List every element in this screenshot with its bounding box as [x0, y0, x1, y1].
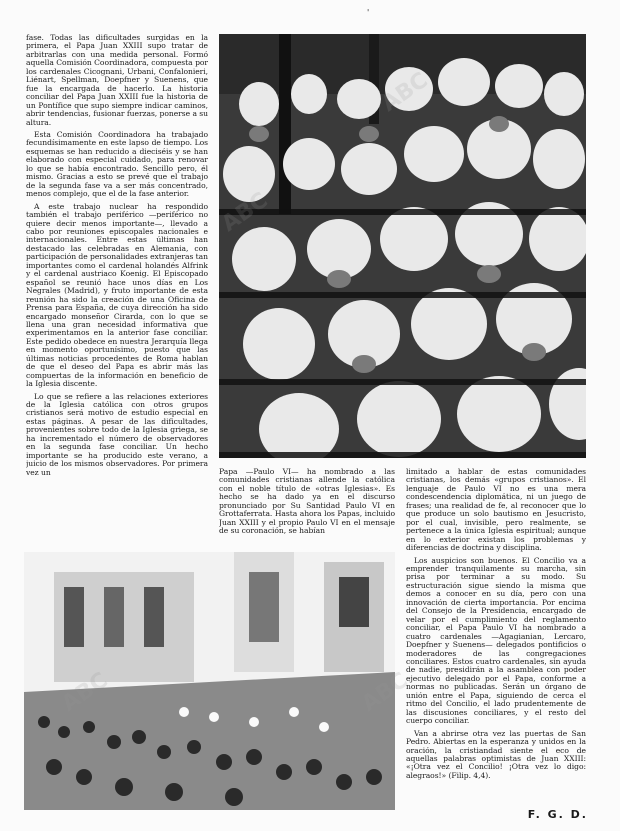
paragraph: Van a abrirse otra vez las puertas de San Pedro. Abiertas en la esperanza y unidos en la oración, la cristiandad siente el eco de aquellas palabras optimistas de Juan XXIII: «¡Otra vez el Concilio! ¡Otra vez lo digo: alegraos!» (Filip. 4,4). [406, 728, 586, 780]
paragraph: fase. Todas las dificultades surgidas en la primera, el Papa Juan XXIII supo tratar de arbitrarlas con una medida personal. Formó aquella Comisión Coordinadora, compuesta por los cardenales Cicognani, Urbani, Confalonieri, Liénart, Spellman, Doepfner y Suenens, que fue la encargada de hacerlo. La historia conciliar del Papa Juan XXIII fue la historia de un Pontífice que supo siempre indicar caminos, abrir tendencias, fusionar fuerzas, ponerse a su altura. [26, 34, 208, 127]
bishops-assembly-illustration [219, 34, 586, 458]
paragraph: Los auspicios son buenos. El Concilio va a emprender tranquilamente su marcha, sin prisa por terminar a su modo. Su estructuración sigue siendo la misma que demos a conocer en su día, pero con una innovación de cierta importancia. Por encima del Consejo de la Presidencia, encargado de velar por el cumplimiento del reglamento conciliar, el Papa Paulo VI ha nombrado a cuatro cardenales —Agagianian, Lercaro, Doepfner y Suenens— delegados pontificios o moderadores de las congregaciones conciliares. Estos cuatro cardenales, sin ayuda de nadie, presidirán a la asamblea con poder ejecutivo delegado por el Papa, conforme a normas no publicadas. Serán un órgano de unión entre el Papa, siguiendo de cerca el ritmo del Concilio, el lado prudentemente de las discusiones conciliares, y el resto del cuerpo conciliar. [406, 555, 586, 726]
basilica-crowd-illustration [24, 552, 395, 810]
paragraph: limitado a hablar de estas comunidades cristianas, los demás «grupos cristianos». El lenguaje de Paulo VI no es una mera condescendencia diplomática, ni un juego de frases; una realidad de fe, al reconocer que lo que produce un solo bautismo en Jesucristo, por el cual, invisible, pero realmente, se pertenece a la única Iglesia espiritual; aunque en lo exterior existan los problemas y diferencias de doctrina y disciplina. [406, 468, 586, 553]
st-peters-square-photo [24, 552, 395, 810]
paragraph: Papa —Paulo VI— ha nombrado a las comunidades cristianas allende la católica con el noble título de «otras Iglesias». Es hecho se ha dado ya en el discurso pronunciado por Su Santidad Paulo VI en Grottaferrata. Hasta ahora los Papas, incluido Juan XXIII y el propio Paulo VI en el mensaje de su coronación, se habían [219, 468, 395, 536]
page-mark: ' [367, 8, 370, 17]
paragraph: Lo que se refiere a las relaciones exteriores de la Iglesia católica con otros grupos cristianos será motivo de estudio especial en estas páginas. A pesar de las dificultades, provenientes sobre todo de la Iglesia griega, se ha incrementado el número de observadores en la segunda fase conciliar. Un hecho importante se ha producido este verano, a juicio de los mismos observadores. Por primera vez un [26, 391, 208, 477]
bishops-assembly-photo [219, 34, 586, 458]
paragraph: A este trabajo nuclear ha respondido también el trabajo periférico —periférico no quiere decir menos importante—, llevado a cabo por reuniones episcopales nacionales e internacionales. Entre estas últimas han destacado las celebradas en Alemania, con participación de personalidades extranjeras tan importantes como el cardenal holandés Alfrink y el cardenal austriaco Koenig. El Episcopado español se reunió hace unos días en Los Negrales (Madrid), y fruto importante de esta reunión ha sido la creación de una Oficina de Prensa para España, de cuya dirección ha sido encargado monseñor Cirarda, con lo que se llena una gran necesidad informativa que experimentamos en la anterior fase conciliar. Este pedido obedece en nuestra Jerarquía llega en momento oportunísimo, puesto que las últimas noticias procedentes de Roma hablan de que el deseo del Papa es abrir más las compuertas de la información en beneficio de la Iglesia discente. [26, 201, 208, 389]
author-signature: F. G. D. [527, 808, 588, 821]
article-column-1 [26, 34, 208, 544]
article-column-2 [219, 468, 395, 546]
article-column-3 [406, 468, 586, 808]
paragraph: Esta Comisión Coordinadora ha trabajado fecundísimamente en este lapso de tiempo. Los esquemas se han reducido a dieciséis y se han elaborado con especial cuidado, para renovar lo que se había encontrado. Sencillo pero, él mismo. Gracias a esto se prevé que el trabajo de la segunda fase va a ser más concentrado, menos complejo, que el de la fase anterior. [26, 129, 208, 199]
